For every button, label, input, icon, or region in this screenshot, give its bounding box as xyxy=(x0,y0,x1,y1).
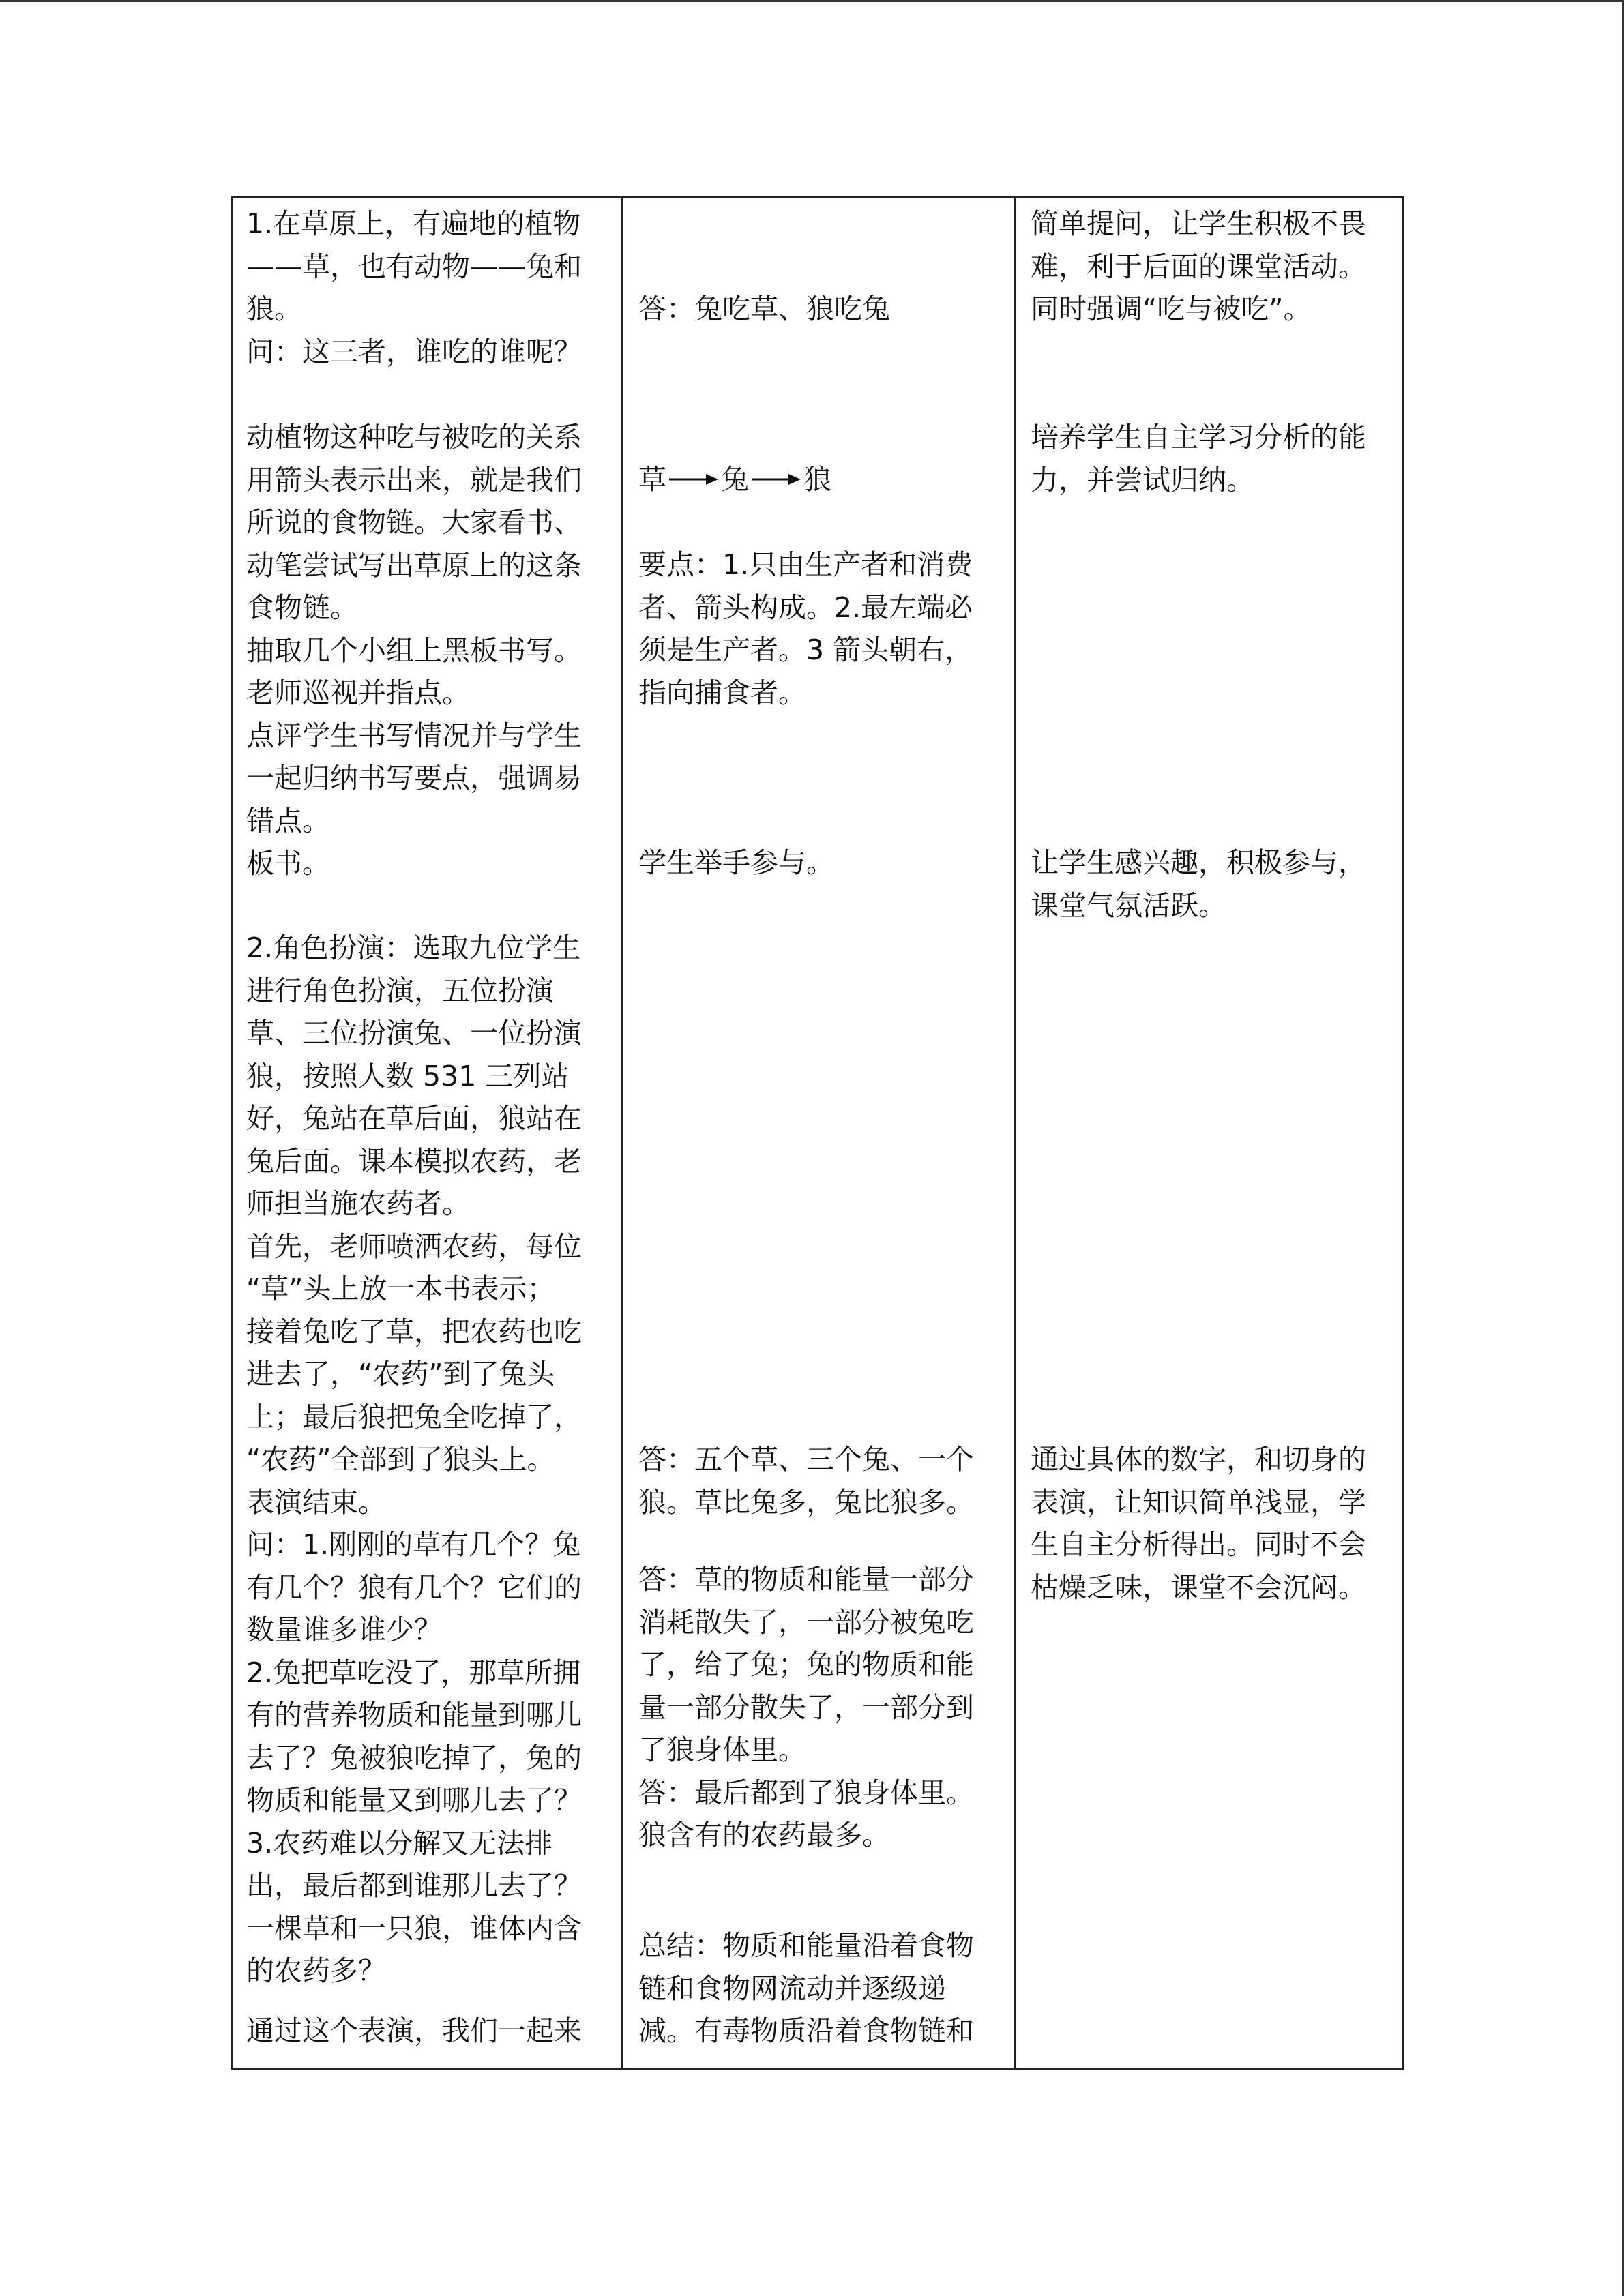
text-line: 用箭头表示出来，就是我们 xyxy=(246,463,582,496)
text-line: 减。有毒物质沿着食物链和 xyxy=(638,2014,974,2047)
teacher-activity-food-chain xyxy=(246,416,615,885)
text-line: 答：草的物质和能量一部分 xyxy=(638,1563,974,1596)
text-line: 指向捕食者。 xyxy=(638,676,806,709)
design-intent-2 xyxy=(1031,416,1399,501)
text-line: 点评学生书写情况并与学生 xyxy=(246,719,582,752)
text-line: 者、箭头构成。2.最左端必 xyxy=(638,591,973,624)
lesson-plan-table xyxy=(231,196,1404,2070)
text-line: 要点：1.只由生产者和消费 xyxy=(638,548,973,581)
text-line: 答：五个草、三个兔、一个 xyxy=(638,1443,974,1476)
text-line: 狼含有的农药最多。 xyxy=(638,1819,890,1851)
text-line: 进去了，“农药”到了兔头 xyxy=(246,1358,555,1390)
text-line: 进行角色扮演，五位扮演 xyxy=(246,974,554,1007)
teacher-activity-role-play xyxy=(246,927,615,1993)
student-answer-energy xyxy=(638,1558,1007,1857)
text-line: 上；最后狼把兔全吃掉了， xyxy=(246,1400,582,1433)
food-chain-key-points xyxy=(638,543,1007,714)
text-line: 1.在草原上，有遍地的植物 xyxy=(246,207,581,240)
design-intent-4 xyxy=(1031,1438,1399,1609)
student-answer-who-eats xyxy=(638,288,1007,331)
text-line: 狼。 xyxy=(246,293,302,325)
student-answer-counts xyxy=(638,1438,1007,1523)
text-line: 狼。草比兔多，兔比狼多。 xyxy=(638,1485,974,1519)
text-line: 狼，按照人数 531 三列站 xyxy=(246,1059,570,1092)
text-line: 错点。 xyxy=(246,804,330,837)
text-line: 了，给了兔；兔的物质和能 xyxy=(638,1648,974,1681)
text-line: 一棵草和一只狼，谁体内含 xyxy=(246,1911,582,1945)
column-divider-2 xyxy=(1014,198,1016,2068)
summary-conclusion xyxy=(638,1924,1007,2053)
text-line: 生自主分析得出。同时不会 xyxy=(1031,1528,1366,1561)
text-line: 学生举手参与。 xyxy=(638,846,834,879)
text-line: ——草，也有动物——兔和 xyxy=(246,250,582,283)
text-line: 表演结束。 xyxy=(246,1485,386,1519)
right-arrow-icon xyxy=(669,473,718,486)
text-line: 动植物这种吃与被吃的关系 xyxy=(246,421,582,453)
text-line: 答：最后都到了狼身体里。 xyxy=(638,1776,974,1809)
text-line: 兔后面。课本模拟农药，老 xyxy=(246,1144,582,1178)
teacher-activity-summary-intro xyxy=(246,2010,615,2053)
text-line: 须是生产者。3 箭头朝右， xyxy=(638,633,973,666)
text-line: 培养学生自主学习分析的能 xyxy=(1031,421,1366,453)
text-line: 数量谁多谁少？ xyxy=(246,1613,442,1646)
text-line: 链和食物网流动并逐级递 xyxy=(638,1971,946,2005)
text-line: 有几个？狼有几个？它们的 xyxy=(246,1570,582,1604)
text-line: 同时强调“吃与被吃”。 xyxy=(1031,293,1312,325)
text-line: “农药”全部到了狼头上。 xyxy=(246,1443,555,1476)
design-intent-3 xyxy=(1031,841,1399,927)
text-line: 2.兔把草吃没了，那草所拥 xyxy=(246,1656,581,1689)
text-line: 枯燥乏味，课堂不会沉闷。 xyxy=(1031,1570,1366,1604)
food-chain-diagram xyxy=(638,458,1007,501)
right-arrow-icon xyxy=(752,473,801,486)
text-line: 老师巡视并指点。 xyxy=(246,676,470,709)
text-line: 让学生感兴趣，积极参与， xyxy=(1031,846,1366,879)
column-divider-1 xyxy=(621,198,623,2068)
text-line: 一起归纳书写要点，强调易 xyxy=(246,762,582,794)
teacher-activity-question xyxy=(246,203,615,373)
food-chain-rabbit: 兔 xyxy=(721,463,749,496)
text-line: 接着兔吃了草，把农药也吃 xyxy=(246,1315,582,1348)
text-line: 消耗散失了，一部分被兔吃 xyxy=(638,1605,974,1639)
text-line: 食物链。 xyxy=(246,591,358,624)
text-line: 好，兔站在草后面，狼站在 xyxy=(246,1102,582,1135)
text-line: 所说的食物链。大家看书、 xyxy=(246,506,582,539)
text-line: 通过具体的数字，和切身的 xyxy=(1031,1443,1366,1476)
text-line: 草、三位扮演兔、一位扮演 xyxy=(246,1017,582,1049)
student-participation xyxy=(638,841,1007,884)
text-line: 首先，老师喷洒农药，每位 xyxy=(246,1229,582,1263)
text-line: 简单提问，让学生积极不畏 xyxy=(1031,207,1366,240)
text-line: 板书。 xyxy=(246,847,330,880)
text-line: 量一部分散失了，一部分到 xyxy=(638,1690,974,1724)
text-line: 出，最后都到谁那儿去了？ xyxy=(246,1869,582,1902)
text-line: 有的营养物质和能量到哪儿 xyxy=(246,1699,582,1731)
text-line: 3.农药难以分解又无法排 xyxy=(246,1826,553,1860)
text-line: 去了？兔被狼吃掉了，兔的 xyxy=(246,1741,582,1774)
food-chain-wolf: 狼 xyxy=(803,463,831,496)
text-line: 抽取几个小组上黑板书写。 xyxy=(246,633,582,667)
text-line: 问：这三者，谁吃的谁呢？ xyxy=(246,335,582,368)
text-line: 课堂气氛活跃。 xyxy=(1031,889,1226,922)
text-line: 难，利于后面的课堂活动。 xyxy=(1031,250,1366,283)
text-line: 表演，让知识简单浅显，学 xyxy=(1031,1485,1366,1519)
food-chain-grass: 草 xyxy=(638,463,666,496)
text-line: 力，并尝试归纳。 xyxy=(1031,463,1254,496)
text-line: 动笔尝试写出草原上的这条 xyxy=(246,548,582,582)
design-intent-1 xyxy=(1031,203,1399,331)
text-line: “草”头上放一本书表示； xyxy=(246,1272,555,1305)
page-top-border xyxy=(0,0,1624,2)
text-line: 答：兔吃草、狼吃兔 xyxy=(638,293,890,325)
text-line: 师担当施农药者。 xyxy=(246,1187,470,1220)
text-line: 问：1.刚刚的草有几个？兔 xyxy=(246,1528,581,1561)
text-line: 2.角色扮演：选取九位学生 xyxy=(246,931,581,964)
text-line: 总结：物质和能量沿着食物 xyxy=(638,1929,974,1962)
text-line: 通过这个表演，我们一起来 xyxy=(246,2014,582,2047)
text-line: 了狼身体里。 xyxy=(638,1733,806,1766)
text-line: 物质和能量又到哪儿去了？ xyxy=(246,1784,582,1817)
text-line: 的农药多？ xyxy=(246,1954,386,1987)
